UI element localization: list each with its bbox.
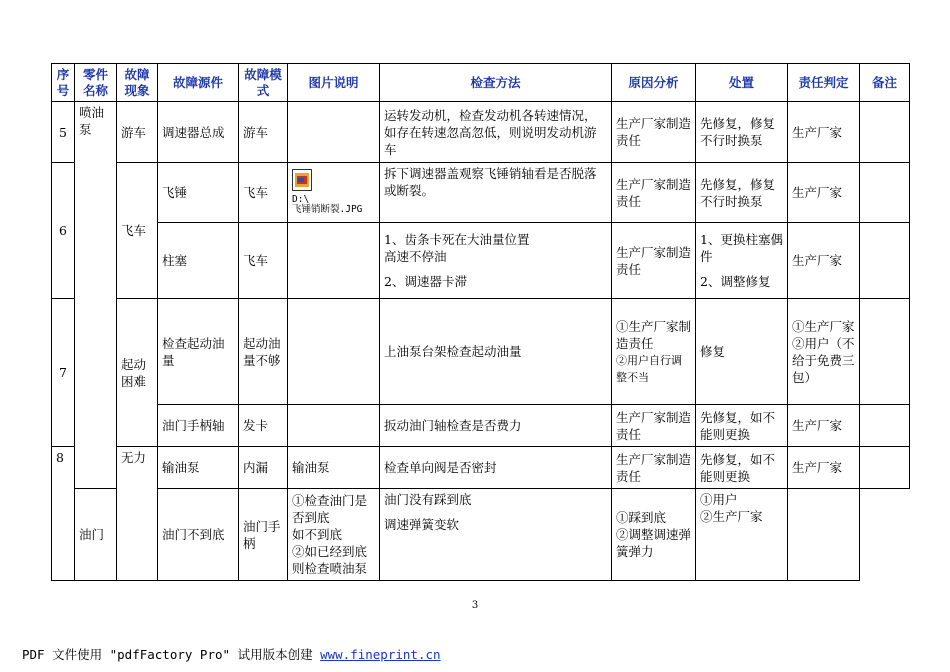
- header-cause: 原因分析: [612, 64, 696, 102]
- check-method: 拆下调速器盖观察飞锤销轴看是否脱落或断裂。: [380, 163, 612, 223]
- header-responsibility: 责任判定: [788, 64, 860, 102]
- table-row: [52, 102, 910, 163]
- responsibility: 生产厂家: [788, 163, 860, 223]
- method-line: 2、调速器卡滞: [384, 274, 467, 289]
- action: [696, 223, 788, 299]
- fault-source: 飞锤: [158, 163, 239, 223]
- footer-link[interactable]: www.fineprint.cn: [320, 647, 441, 662]
- remark: [788, 489, 860, 581]
- method-line: ①检查油门是否到底: [292, 493, 368, 525]
- fault-mode: 油门不到底: [158, 489, 239, 581]
- fault-mode: 起动油量不够: [239, 299, 288, 405]
- fault-mode: 飞车: [239, 223, 288, 299]
- remark: [860, 223, 910, 299]
- resp-line: ①生产厂家: [792, 318, 855, 334]
- table-row: [52, 223, 910, 299]
- fault-source: 输油泵: [158, 447, 239, 489]
- action: [612, 489, 696, 581]
- fault-source: 调速器总成: [158, 102, 239, 163]
- cause-line: 调速弹簧变软: [384, 517, 460, 532]
- cause-line: ①生产厂家制造责任: [616, 318, 692, 351]
- image-file-icon[interactable]: [292, 169, 312, 191]
- header-source: 故障源件: [158, 64, 239, 102]
- fault-source: 柱塞: [158, 223, 239, 299]
- responsibility: 生产厂家: [788, 447, 860, 489]
- remark: [860, 447, 910, 489]
- symptom: 无力: [117, 447, 158, 581]
- picture-cell: [288, 102, 380, 163]
- responsibility: 生产厂家: [788, 102, 860, 163]
- table-row: [52, 447, 910, 489]
- cause: 生产厂家制造责任: [612, 405, 696, 447]
- part-name: 喷油泵: [75, 102, 117, 489]
- cause-line: ②用户自行调整不当: [616, 353, 682, 384]
- fault-source: 油门: [75, 489, 117, 581]
- fault-mode: 飞车: [239, 163, 288, 223]
- action: 先修复，修复不行时换泵: [696, 163, 788, 223]
- table-row: [52, 405, 910, 447]
- picture-cell: [288, 163, 380, 223]
- symptom: 起动困难: [117, 299, 158, 447]
- pdf-footer: [22, 645, 441, 663]
- resp-line: ①用户: [700, 492, 738, 507]
- row-number: 5: [52, 102, 75, 163]
- picture-cell: [288, 223, 380, 299]
- check-method: [288, 489, 380, 581]
- header-picture: 图片说明: [288, 64, 380, 102]
- resp-line: ②用户（不给于免费三包）: [792, 335, 855, 385]
- check-method: 运转发动机，检查发动机各转速情况，如存在转速忽高忽低，则说明发动机游车: [380, 102, 612, 163]
- symptom: 游车: [117, 102, 158, 163]
- header-symptom: 故障现象: [117, 64, 158, 102]
- cause: 生产厂家制造责任: [612, 163, 696, 223]
- resp-line: ②生产厂家: [700, 509, 763, 524]
- fault-mode: 发卡: [239, 405, 288, 447]
- method-line: ②如已经到底则检查喷油泵: [292, 544, 368, 576]
- header-mode: 故障模式: [239, 64, 288, 102]
- file-path: D:\: [292, 194, 310, 205]
- check-method: [380, 223, 612, 299]
- file-caption: 飞锤销断裂.JPG: [292, 204, 363, 215]
- remark: [860, 299, 910, 405]
- row-number: 7: [52, 299, 75, 447]
- action: 先修复，如不能则更换: [696, 405, 788, 447]
- method-line: 如不到底: [292, 527, 343, 542]
- table-row: [52, 489, 910, 581]
- action-line: ①踩到底: [616, 510, 667, 525]
- action-line: 1、更换柱塞偶件: [700, 232, 783, 264]
- header-part: 零件名称: [75, 64, 117, 102]
- cause: 生产厂家制造责任: [612, 102, 696, 163]
- header-remark: 备注: [860, 64, 910, 102]
- fault-table: [51, 63, 910, 581]
- check-method: 上油泵台架检查起动油量: [380, 299, 612, 405]
- action: 修复: [696, 299, 788, 405]
- picture-cell: [288, 299, 380, 405]
- check-method: 扳动油门轴检查是否费力: [380, 405, 612, 447]
- method-line: 高速不停油: [384, 249, 447, 264]
- remark: [860, 405, 910, 447]
- action-line: 2、调整修复: [700, 274, 771, 289]
- table-row: [52, 299, 910, 405]
- cause: 生产厂家制造责任: [612, 447, 696, 489]
- responsibility: [788, 299, 860, 405]
- fault-mode: 游车: [239, 102, 288, 163]
- footer-text: PDF 文件使用 "pdfFactory Pro" 试用版本创建: [22, 647, 321, 662]
- picture-cell: 输油泵: [288, 447, 380, 489]
- responsibility: 生产厂家: [788, 405, 860, 447]
- header-row: [52, 64, 910, 102]
- symptom: 飞车: [117, 163, 158, 299]
- header-method: 检查方法: [380, 64, 612, 102]
- remark: [860, 163, 910, 223]
- action: 先修复，修复不行时换泵: [696, 102, 788, 163]
- header-no: 序号: [52, 64, 75, 102]
- row-number: 8: [52, 447, 75, 581]
- fault-source: 油门手柄轴: [158, 405, 239, 447]
- responsibility: [696, 489, 788, 581]
- row-number: 6: [52, 163, 75, 299]
- remark: [860, 102, 910, 163]
- header-action: 处置: [696, 64, 788, 102]
- fault-source: 检查起动油量: [158, 299, 239, 405]
- cause: 生产厂家制造责任: [612, 223, 696, 299]
- action: 先修复，如不能则更换: [696, 447, 788, 489]
- cause: [612, 299, 696, 405]
- method-line: 1、齿条卡死在大油量位置: [384, 232, 530, 247]
- fault-mode: 内漏: [239, 447, 288, 489]
- action-line: ②调整调速弹簧弹力: [616, 527, 692, 559]
- cause-line: 油门没有踩到底: [384, 492, 472, 507]
- page-number: 3: [471, 600, 479, 611]
- cause: [380, 489, 612, 581]
- responsibility: 生产厂家: [788, 223, 860, 299]
- picture-cell: 油门手柄: [239, 489, 288, 581]
- picture-cell: [288, 405, 380, 447]
- check-method: 检查单向阀是否密封: [380, 447, 612, 489]
- table-row: [52, 163, 910, 223]
